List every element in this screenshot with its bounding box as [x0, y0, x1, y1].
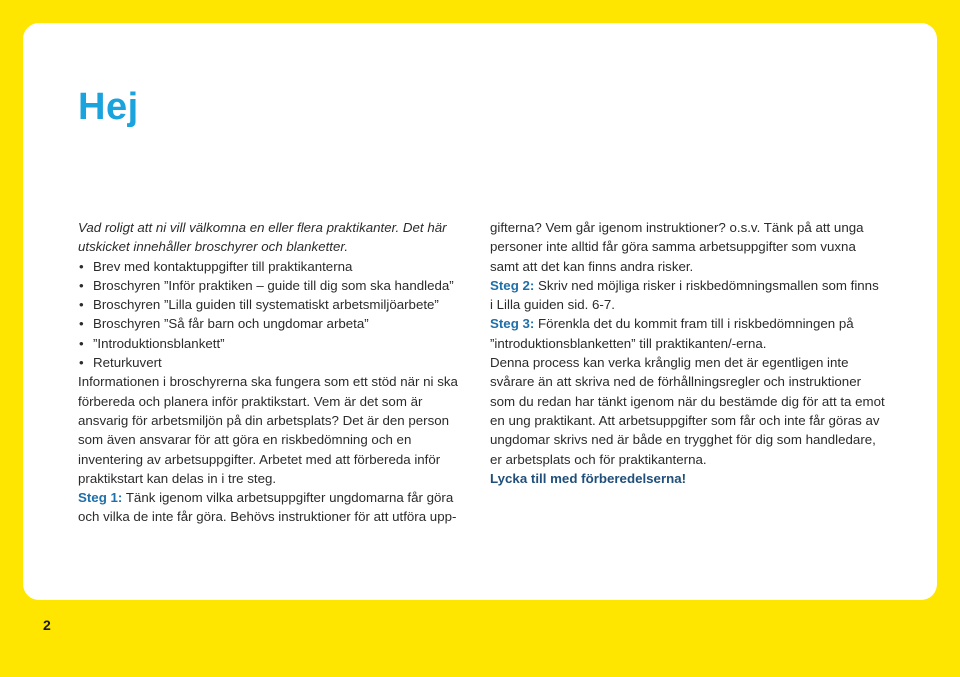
process-paragraph: Denna process kan verka krånglig men det är egentligen inte svårare än att skriva ned de förhållningsregler och instruktioner som du redan har tänkt igenom när du bestämde dig för att ta emot en ung praktikant. Att arbetsuppgifter som får och inte får göras av ungdomar skrivs ned är både en trygghet för dig som handledare, er arbetsplats och för praktikanterna.: [490, 355, 885, 467]
step-1-text-continued: gifterna? Vem går igenom instruktioner? o.s.v. Tänk på att unga personer inte alltid får göra samma arbetsuppgifter som vuxna samt att det kan finns andra risker.: [490, 220, 864, 274]
closing-line: Lycka till med förberedelserna!: [490, 470, 687, 486]
list-item: • Broschyren ”Lilla guiden till systematiskt arbetsmiljöarbete”: [78, 295, 476, 314]
contents-list: [78, 257, 476, 373]
step-2-paragraph: [490, 276, 885, 315]
intro-text: Vad roligt att ni vill välkomna en eller flera praktikanter. Det här utskicket innehåller broschyrer och blanketter.: [78, 220, 447, 255]
step-3-label: Steg 3:: [490, 316, 535, 332]
step-1-text-start: Tänk igenom vilka arbetsuppgifter ungdomarna får göra och vilka de inte får göra. Behövs instruktioner för att utföra upp-: [78, 490, 457, 525]
list-item: • ”Introduktionsblankett”: [78, 334, 476, 353]
step-1-paragraph: [78, 488, 476, 527]
step-1-label: Steg 1:: [78, 490, 123, 506]
bullet-icon: •: [79, 258, 84, 274]
bullet-icon: •: [79, 335, 84, 351]
info-paragraph: Informationen i broschyrerna ska fungera som ett stöd när ni ska förbereda och planera inför praktikstart. Vem är det som är ansvarig för arbetsmiljön på din arbetsplats? Det är den person som även ansvarar för att göra en riskbedömning och en inventering av arbetsuppgifter. Arbetet med att förbereda inför praktikstart kan delas in i tre steg.: [78, 374, 458, 486]
page-title: Hej: [78, 86, 139, 128]
step-3-paragraph: [490, 314, 885, 353]
page-number: 2: [43, 617, 51, 633]
bullet-icon: •: [79, 297, 84, 313]
list-item: • Returkuvert: [78, 353, 476, 372]
bullet-icon: •: [79, 355, 84, 371]
step-2-text: Skriv ned möjliga risker i riskbedömningsmallen som finns i Lilla guiden sid. 6-7.: [490, 277, 879, 313]
step-3-text: Förenkla det du kommit fram till i riskbedömningen på ”introduktionsblanketten” till praktikanten/-erna.: [490, 316, 854, 351]
bullet-icon: •: [79, 316, 84, 332]
list-item: • Broschyren ”Inför praktiken – guide till dig som ska handleda”: [78, 276, 476, 295]
left-column: [78, 218, 476, 527]
list-item: • Broschyren ”Så får barn och ungdomar arbeta”: [78, 314, 476, 333]
list-item: • Brev med kontaktuppgifter till praktikanterna: [78, 257, 476, 276]
step-2-label: Steg 2:: [490, 277, 535, 293]
bullet-icon: •: [79, 277, 84, 293]
right-column: [490, 218, 885, 488]
